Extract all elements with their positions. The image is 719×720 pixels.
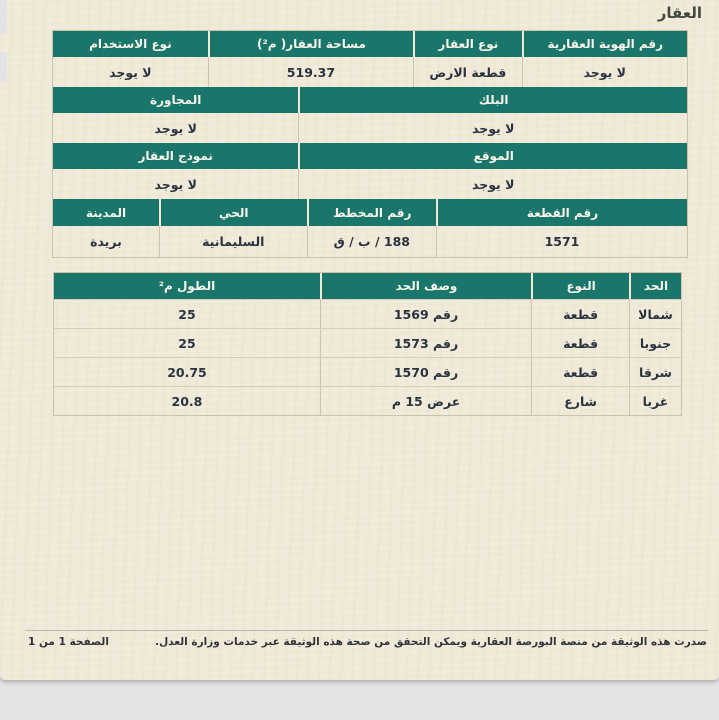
header-cell-district: الحي xyxy=(159,199,307,226)
header-cell-plot-number: رقم القطعة xyxy=(436,199,687,226)
header-cell-property-area: مساحة العقار( م²) xyxy=(208,31,413,57)
cell-border-name: شمالا xyxy=(629,300,681,328)
header-cell-property-type: نوع العقار xyxy=(413,31,521,57)
cell-border-name: جنوبا xyxy=(629,329,681,357)
header-cell-city: المدينة xyxy=(53,199,159,226)
header-cell-border-description: وصف الحد xyxy=(320,273,531,299)
header-cell-location: الموقع xyxy=(298,143,687,169)
page-edge-notch xyxy=(0,52,7,82)
cell-border-type: قطعة xyxy=(531,358,629,386)
location-value-row xyxy=(53,169,687,199)
borders-table xyxy=(53,272,682,416)
header-cell-plan-number: رقم المخطط xyxy=(307,199,436,226)
property-value-row xyxy=(53,57,687,87)
property-table xyxy=(52,30,688,258)
block-value-row xyxy=(53,113,687,143)
cell-border-length: 20.8 xyxy=(171,393,203,409)
header-cell-usage-type: نوع الاستخدام xyxy=(53,31,208,57)
header-cell-property-model: نموذج العقار xyxy=(53,143,298,169)
cell-border-name: غربا xyxy=(629,387,681,415)
borders-header-row xyxy=(54,273,681,299)
header-cell-border: الحد xyxy=(629,273,681,299)
cell-property-id-value: لا يوجد xyxy=(522,57,687,87)
border-row-east xyxy=(54,357,681,386)
cell-border-length: 25 xyxy=(178,335,196,351)
cell-border-name: شرقا xyxy=(629,358,681,386)
plot-header-row xyxy=(53,199,687,226)
cell-district-value: السليمانية xyxy=(159,226,307,257)
cell-city-value: بريدة xyxy=(90,234,122,249)
header-cell-block: البلك xyxy=(298,87,687,113)
cell-border-length: 20.75 xyxy=(167,364,207,380)
cell-border-desc: رقم 1569 xyxy=(320,300,531,328)
border-row-south xyxy=(54,328,681,357)
border-row-west xyxy=(54,386,681,415)
header-cell-property-id: رقم الهوية العقارية xyxy=(522,31,687,57)
footer-disclaimer: صدرت هذه الوثيقة من منصة البورصة العقارية ويمكن التحقق من صحة هذه الوثيقة عبر خدمات وزارة العدل. xyxy=(155,636,707,648)
cell-border-type: قطعة xyxy=(531,329,629,357)
block-header-row xyxy=(53,87,687,113)
footer-page-number: الصفحة 1 من 1 xyxy=(28,636,109,648)
cell-border-desc: رقم 1570 xyxy=(320,358,531,386)
cell-border-type: شارع xyxy=(531,387,629,415)
cell-border-length: 25 xyxy=(178,306,196,322)
cell-border-type: قطعة xyxy=(531,300,629,328)
header-cell-length: الطول م² xyxy=(54,273,320,299)
cell-property-model-value: لا يوجد xyxy=(154,176,197,192)
cell-neighborhood-value: لا يوجد xyxy=(154,120,197,136)
cell-property-type-value: قطعة الارض xyxy=(413,57,521,87)
page-edge-notch xyxy=(0,0,7,34)
footer-divider xyxy=(25,630,708,631)
plot-value-row xyxy=(53,226,687,257)
cell-border-desc: رقم 1573 xyxy=(320,329,531,357)
cell-property-area-value: 519.37 xyxy=(208,57,413,87)
cell-location-value: لا يوجد xyxy=(298,169,687,199)
cell-block-value: لا يوجد xyxy=(298,113,687,143)
cell-plot-number-value: 1571 xyxy=(436,226,687,257)
property-header-row xyxy=(53,31,687,57)
header-cell-neighborhood: المجاورة xyxy=(53,87,298,113)
cell-plan-number-value: 188 / ب / ق xyxy=(307,226,436,257)
header-cell-type: النوع xyxy=(531,273,629,299)
border-row-north xyxy=(54,299,681,328)
cell-usage-type-value: لا يوجد xyxy=(109,64,152,80)
cell-border-desc: عرض 15 م xyxy=(320,387,531,415)
page-title: العقار xyxy=(657,4,702,22)
location-header-row xyxy=(53,143,687,169)
